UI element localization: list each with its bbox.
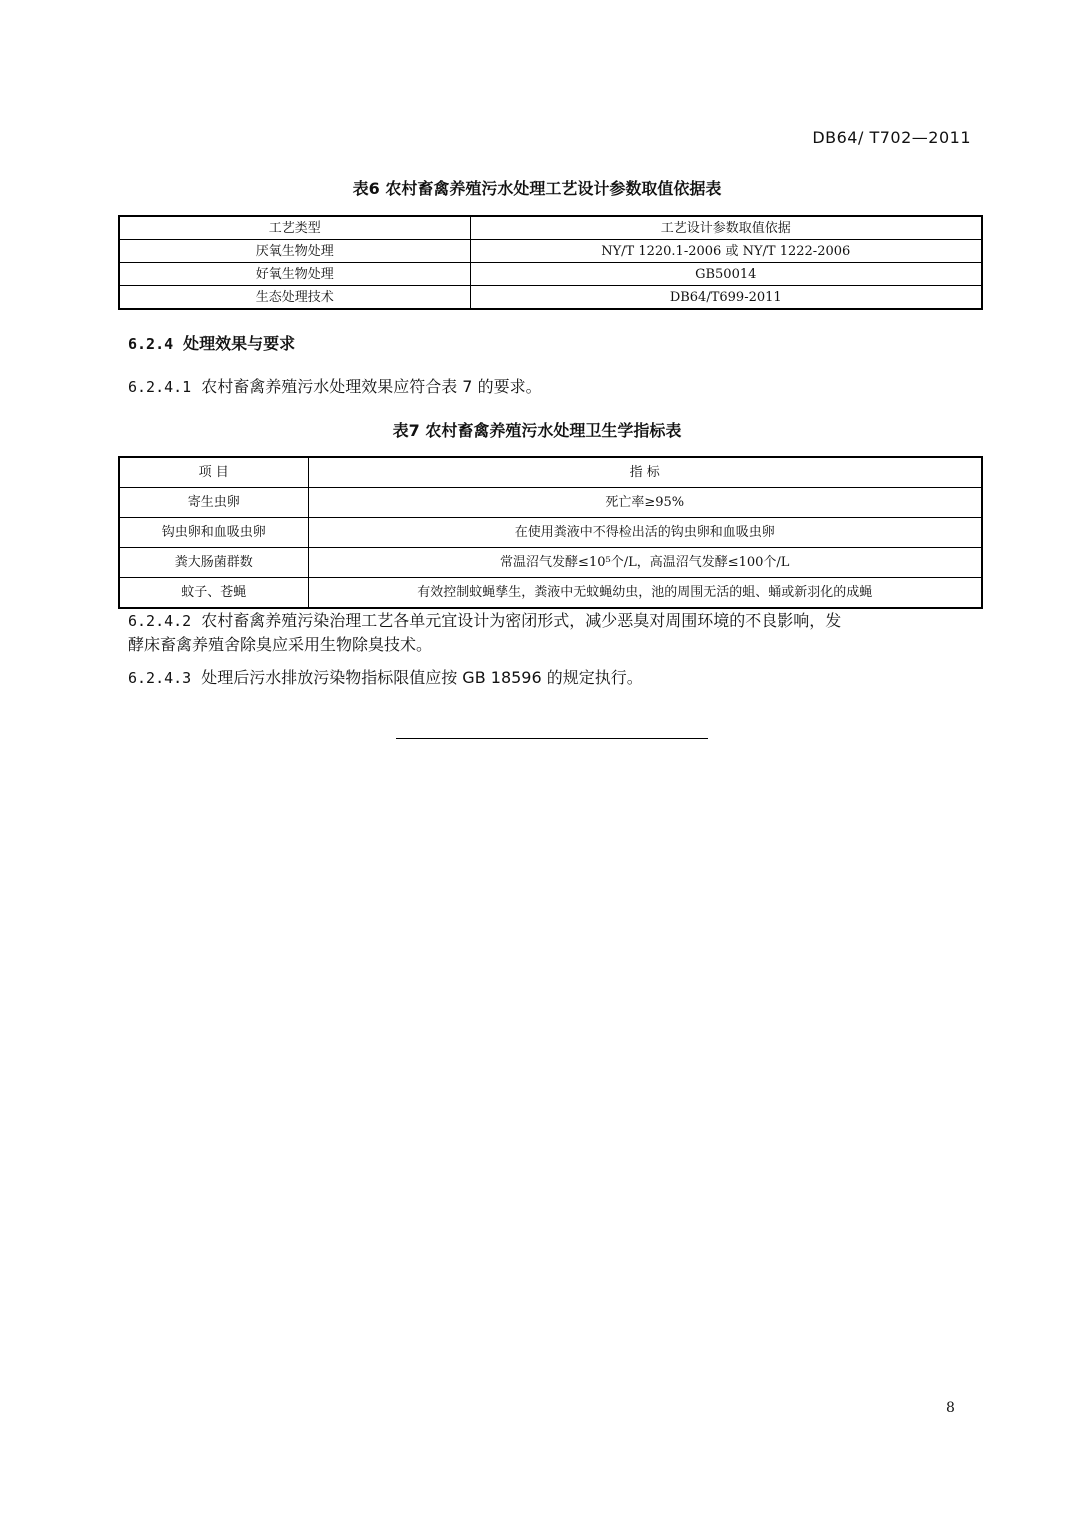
clause-text: 处理后污水排放污染物指标限值应按 GB 18596 的规定执行。	[201, 668, 643, 687]
table-header-cell: 项 目	[119, 457, 308, 488]
table-row	[119, 240, 982, 263]
table-cell: 死亡率≥95%	[308, 488, 982, 518]
clause-number: 6.2.4.1	[128, 378, 192, 396]
table6-caption: 表6 农村畜禽养殖污水处理工艺设计参数取值依据表	[352, 179, 722, 198]
table-row	[119, 263, 982, 286]
table-cell: 钩虫卵和血吸虫卵	[119, 518, 308, 548]
table-cell: 蚊子、苍蝇	[119, 578, 308, 609]
table-row	[119, 286, 982, 310]
page-number: 8	[946, 1400, 955, 1416]
paragraph-line: 酵床畜禽养殖舍除臭应采用生物除臭技术。	[128, 635, 433, 654]
table-cell: 粪大肠菌群数	[119, 548, 308, 578]
table-cell: DB64/T699-2011	[470, 286, 982, 310]
table-cell: 厌氧生物处理	[119, 240, 470, 263]
section-title: 处理效果与要求	[183, 334, 296, 353]
section-number: 6.2.4	[128, 335, 174, 353]
clause-text: 农村畜禽养殖污染治理工艺各单元宜设计为密闭形式，减少恶臭对周围环境的不良影响，发	[201, 611, 842, 630]
clause-text: 农村畜禽养殖污水处理效果应符合表 7 的要求。	[201, 377, 542, 396]
table-header-row	[119, 457, 982, 488]
clause-number: 6.2.4.3	[128, 669, 192, 687]
table-header-row	[119, 216, 982, 240]
table7-caption: 表7 农村畜禽养殖污水处理卫生学指标表	[392, 421, 682, 440]
table-header-cell: 指 标	[308, 457, 982, 488]
paragraph-6-2-4-2	[128, 609, 973, 656]
table6	[118, 215, 983, 310]
section-heading-6-2-4	[128, 332, 973, 356]
table-row	[119, 518, 982, 548]
table-row	[119, 548, 982, 578]
table-cell: 常温沼气发酵≤10⁵个/L，高温沼气发酵≤100个/L	[308, 548, 982, 578]
table7	[118, 456, 983, 609]
paragraph-6-2-4-1	[128, 375, 973, 399]
table-header-cell: 工艺设计参数取值依据	[470, 216, 982, 240]
paragraph-line	[128, 609, 973, 633]
table-header-cell: 工艺类型	[119, 216, 470, 240]
table-row	[119, 488, 982, 518]
document-id: DB64/ T702—2011	[812, 128, 971, 147]
table-cell: 寄生虫卵	[119, 488, 308, 518]
table-row	[119, 578, 982, 609]
clause-number: 6.2.4.2	[128, 612, 192, 630]
paragraph-6-2-4-3	[128, 666, 973, 690]
end-rule	[396, 738, 708, 739]
table-cell: 好氧生物处理	[119, 263, 470, 286]
table-cell: GB50014	[470, 263, 982, 286]
table-cell: 在使用粪液中不得检出活的钩虫卵和血吸虫卵	[308, 518, 982, 548]
table-cell: 有效控制蚊蝇孳生，粪液中无蚊蝇幼虫，池的周围无活的蛆、蛹或新羽化的成蝇	[308, 578, 982, 609]
table-cell: 生态处理技术	[119, 286, 470, 310]
table-cell: NY/T 1220.1-2006 或 NY/T 1222-2006	[470, 240, 982, 263]
